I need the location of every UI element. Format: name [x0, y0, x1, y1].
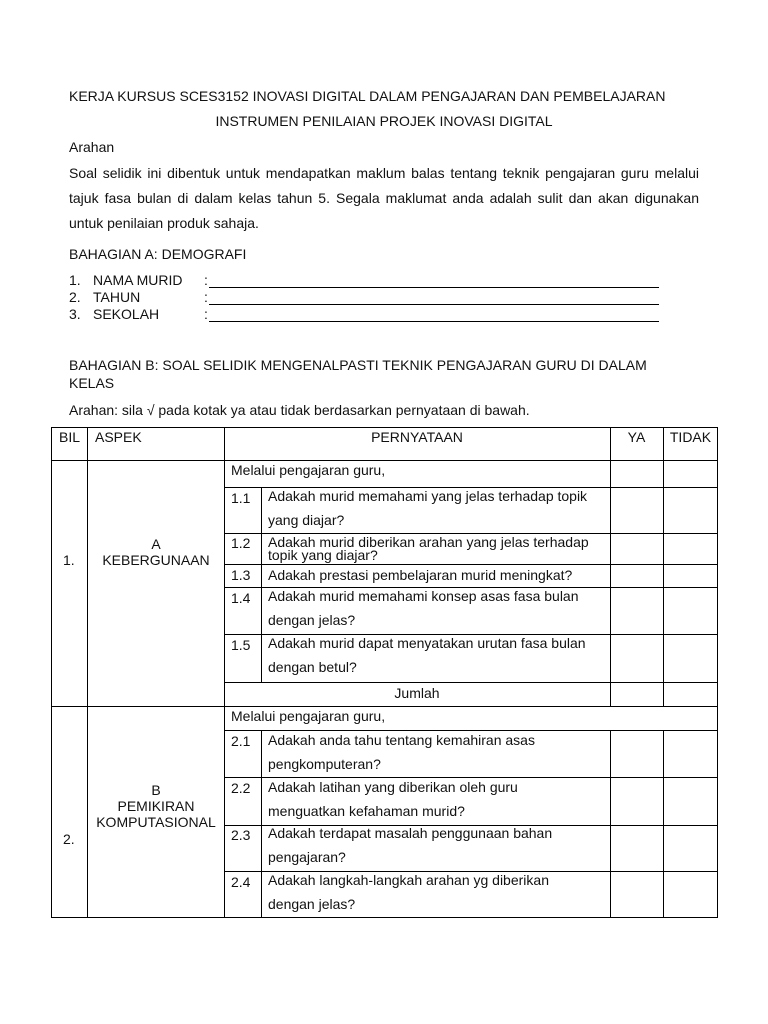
intro-paragraph: Soal selidik ini dibentuk untuk mendapatkan maklum balas tentang teknik pengajaran guru melalui tajuk fasa bulan di dalam kelas tahun 5. Segala maklumat anda adalah sulit dan akan digunakan untuk penilaian produk sahaja. [69, 165, 699, 231]
item-statement: Adakah murid diberikan arahan yang jelas terhadap topik yang diajar? [268, 534, 589, 563]
total-label: Jumlah [394, 685, 440, 701]
group1-aspek-letter: A [151, 536, 161, 552]
checkbox-ya[interactable] [611, 461, 663, 487]
item-number: 1.1 [231, 490, 251, 506]
checkbox-ya[interactable] [611, 731, 663, 777]
checkbox-ya[interactable] [611, 635, 663, 682]
field-label: TAHUN [93, 289, 141, 305]
total-tidak[interactable] [664, 683, 717, 706]
field-colon: : [204, 289, 208, 305]
checkbox-ya[interactable] [611, 488, 663, 533]
group2-bil: 2. [63, 831, 75, 847]
checkbox-tidak[interactable] [664, 534, 717, 564]
intro-heading: Arahan [69, 139, 115, 155]
group2-intro: Melalui pengajaran guru, [231, 708, 386, 724]
item-number: 2.3 [231, 827, 251, 843]
checkbox-tidak[interactable] [664, 826, 717, 871]
section-b-heading-cont: KELAS [69, 375, 115, 391]
item-statement: Adakah latihan yang diberikan oleh guru menguatkan kefahaman murid? [268, 779, 518, 819]
item-statement: Adakah murid memahami yang jelas terhadap topik yang diajar? [268, 488, 588, 528]
checkbox-tidak[interactable] [664, 488, 717, 533]
section-b-heading: BAHAGIAN B: SOAL SELIDIK MENGENALPASTI TEKNIK PENGAJARAN GURU DI DALAM [69, 357, 647, 373]
checkbox-tidak[interactable] [664, 461, 717, 487]
item-number: 2.4 [231, 874, 251, 890]
item-statement: Adakah murid dapat menyatakan urutan fasa bulan dengan betul? [268, 635, 586, 675]
field-colon: : [204, 272, 208, 288]
total-ya[interactable] [611, 683, 663, 706]
checkbox-ya[interactable] [611, 534, 663, 564]
item-number: 1.3 [231, 567, 251, 583]
field-colon: : [204, 306, 208, 322]
item-statement: Adakah anda tahu tentang kemahiran asas pengkomputeran? [268, 732, 535, 772]
checkbox-ya[interactable] [611, 565, 663, 587]
item-statement: Adakah langkah-langkah arahan yg diberikan dengan jelas? [268, 872, 549, 912]
header-ya: YA [627, 429, 646, 445]
item-statement: Adakah prestasi pembelajaran murid meningkat? [268, 567, 573, 583]
checkbox-tidak[interactable] [664, 565, 717, 587]
checkbox-ya[interactable] [611, 826, 663, 871]
field-label: NAMA MURID [93, 272, 183, 288]
item-statement: Adakah terdapat masalah penggunaan bahan pengajaran? [268, 825, 553, 865]
group1-aspek-name: KEBERGUNAAN [102, 552, 210, 568]
group2-aspek-letter: B [151, 782, 161, 798]
field-number: 1. [69, 272, 81, 288]
document-title: KERJA KURSUS SCES3152 INOVASI DIGITAL DALAM PENGAJARAN DAN PEMBELAJARAN [69, 88, 666, 104]
section-b-instruction: Arahan: sila √ pada kotak ya atau tidak berdasarkan pernyataan di bawah. [69, 402, 530, 418]
checkbox-tidak[interactable] [664, 588, 717, 634]
group1-bil: 1. [63, 552, 75, 568]
header-tidak: TIDAK [669, 429, 712, 445]
group2-aspek-name-cont: KOMPUTASIONAL [96, 814, 216, 830]
item-statement: Adakah murid memahami konsep asas fasa bulan dengan jelas? [268, 588, 579, 628]
field-label: SEKOLAH [93, 306, 160, 322]
section-a-heading: BAHAGIAN A: DEMOGRAFI [69, 246, 247, 262]
field-number: 3. [69, 306, 81, 322]
checkbox-ya[interactable] [611, 588, 663, 634]
item-number: 1.2 [231, 535, 251, 551]
field-number: 2. [69, 289, 81, 305]
document-subtitle: INSTRUMEN PENILAIAN PROJEK INOVASI DIGITAL [215, 113, 553, 129]
header-aspek: ASPEK [95, 429, 142, 445]
item-number: 1.4 [231, 590, 251, 606]
item-number: 2.2 [231, 780, 251, 796]
checkbox-tidak[interactable] [664, 778, 717, 825]
item-number: 2.1 [231, 733, 251, 749]
checkbox-tidak[interactable] [664, 635, 717, 682]
header-bil: BIL [59, 429, 81, 445]
checkbox-tidak[interactable] [664, 731, 717, 777]
checkbox-tidak[interactable] [664, 872, 717, 917]
group1-intro: Melalui pengajaran guru, [231, 462, 386, 478]
item-number: 1.5 [231, 637, 251, 653]
checkbox-ya[interactable] [611, 872, 663, 917]
checkbox-ya[interactable] [611, 778, 663, 825]
group2-aspek-name: PEMIKIRAN [117, 798, 195, 814]
header-pernyataan: PERNYATAAN [371, 429, 463, 445]
